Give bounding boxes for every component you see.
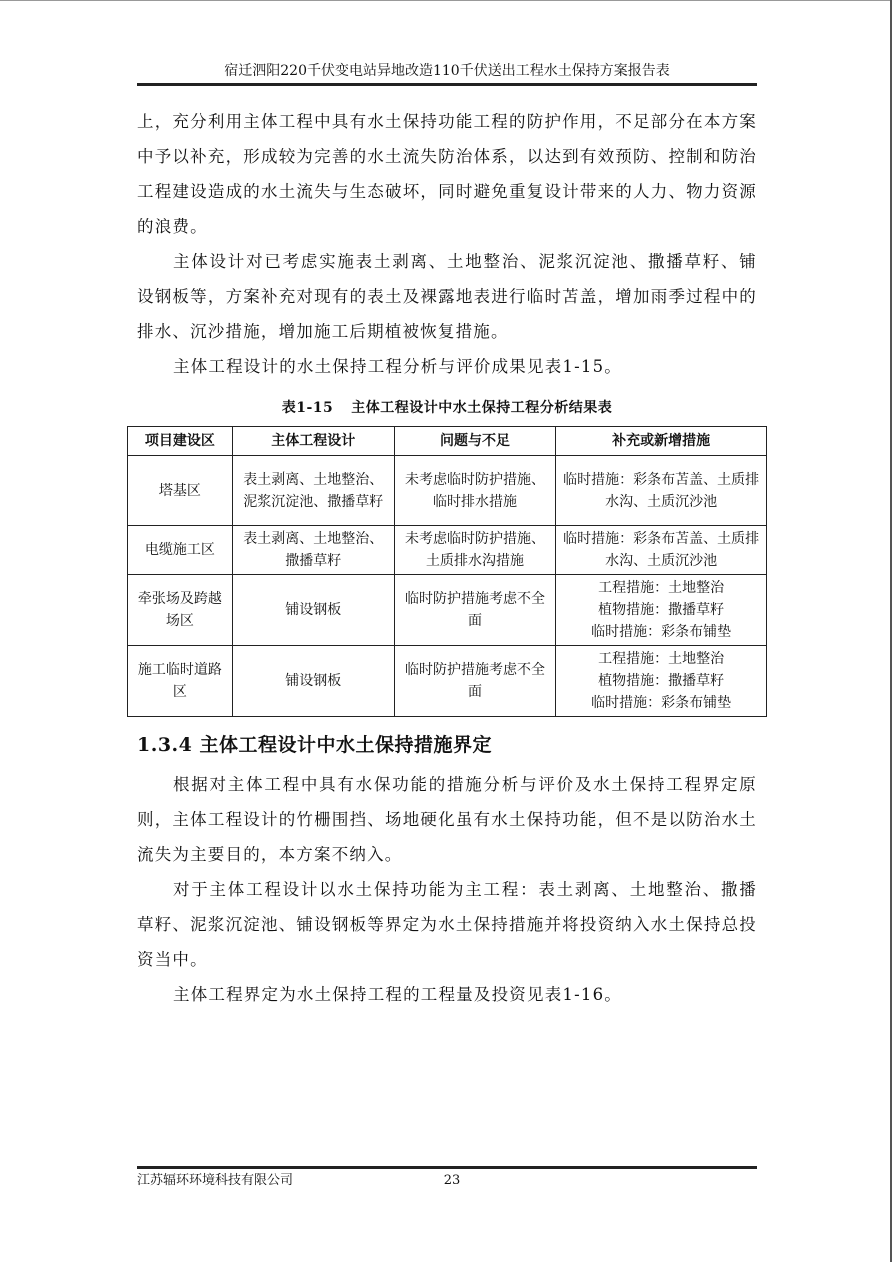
measure-line: 临时措施：彩条布苫盖、土质排水沟、土质沉沙池 (563, 471, 760, 510)
paragraph-table-ref: 主体工程设计的水土保持工程分析与评价成果见表1-15。 (173, 357, 622, 376)
cell-design: 表土剥离、土地整治、撒播草籽 (232, 526, 394, 575)
paragraph-continuation: 上，充分利用主体工程中具有水土保持功能工程的防护作用，不足部分在本方案中予以补充，形成较为完善的水土流失防治体系，以达到有效预防、控制和防治工程建设造成的水土流失与生态破坏，同时避免重复设计带来的人力、物力资源的浪费。 (137, 112, 757, 236)
cell-measures (556, 646, 767, 717)
analysis-table (127, 426, 767, 717)
footer-rule (137, 1166, 757, 1169)
header-rule (137, 83, 757, 86)
cell-design: 铺设钢板 (232, 575, 394, 646)
header-design: 主体工程设计 (232, 427, 394, 456)
cell-issue: 未考虑临时防护措施、土质排水沟措施 (394, 526, 556, 575)
cell-area: 牵张场及跨越场区 (128, 575, 233, 646)
table-row (128, 456, 767, 526)
paragraph-boundary-principle: 根据对主体工程中具有水保功能的措施分析与评价及水土保持工程界定原则，主体工程设计的竹栅围挡、场地硬化虽有水土保持功能，但不是以防治水土流失为主要目的，本方案不纳入。 (137, 775, 757, 864)
table-caption (137, 398, 757, 418)
cell-issue: 未考虑临时防护措施、临时排水措施 (394, 456, 556, 526)
page-number: 23 (443, 1173, 461, 1188)
table-caption-number: 表1-15 (281, 400, 334, 416)
document-header-title: 宿迁泗阳220千伏变电站异地改造110千伏送出工程水土保持方案报告表 (224, 63, 670, 79)
cell-design: 表土剥离、土地整治、泥浆沉淀池、撒播草籽 (232, 456, 394, 526)
measure-line: 工程措施：土地整治 (598, 651, 725, 667)
cell-measures (556, 575, 767, 646)
paragraph-main-design: 主体设计对已考虑实施表土剥离、土地整治、泥浆沉淀池、撒播草籽、铺设钢板等，方案补充对现有的表土及裸露地表进行临时苫盖，增加雨季过程中的排水、沉沙措施，增加施工后期植被恢复措施。 (137, 252, 757, 341)
cell-area: 塔基区 (128, 456, 233, 526)
table-row (128, 646, 767, 717)
header-issue: 问题与不足 (394, 427, 556, 456)
footer-company: 江苏辐环环境科技有限公司 (137, 1173, 294, 1188)
cell-measures (556, 526, 767, 575)
cell-issue: 临时防护措施考虑不全面 (394, 646, 556, 717)
cell-measures (556, 456, 767, 526)
paragraph-boundary-measures: 对于主体工程设计以水土保持功能为主工程：表土剥离、土地整治、撒播草籽、泥浆沉淀池、铺设钢板等界定为水土保持措施并将投资纳入水土保持总投资当中。 (137, 880, 757, 969)
header-area: 项目建设区 (128, 427, 233, 456)
measure-line: 植物措施：撒播草籽 (598, 673, 725, 689)
paragraph-table-ref-2: 主体工程界定为水土保持工程的工程量及投资见表1-16。 (173, 985, 622, 1004)
measure-line: 临时措施：彩条布铺垫 (591, 695, 732, 711)
measure-line: 临时措施：彩条布铺垫 (591, 624, 732, 640)
table-row (128, 575, 767, 646)
cell-issue: 临时防护措施考虑不全面 (394, 575, 556, 646)
cell-design: 铺设钢板 (232, 646, 394, 717)
table-row (128, 526, 767, 575)
page-top-edge (0, 0, 892, 1)
cell-area: 电缆施工区 (128, 526, 233, 575)
measure-line: 工程措施：土地整治 (598, 580, 725, 596)
measure-line: 植物措施：撒播草籽 (598, 602, 725, 618)
measure-line: 临时措施：彩条布苫盖、土质排水沟、土质沉沙池 (563, 531, 760, 569)
section-heading: 1.3.4 主体工程设计中水土保持措施界定 (137, 734, 493, 756)
table-header-row (128, 427, 767, 456)
header-measures: 补充或新增措施 (556, 427, 767, 456)
page-body (137, 104, 760, 1012)
cell-area: 施工临时道路区 (128, 646, 233, 717)
table-caption-title: 主体工程设计中水土保持工程分析结果表 (351, 400, 613, 416)
